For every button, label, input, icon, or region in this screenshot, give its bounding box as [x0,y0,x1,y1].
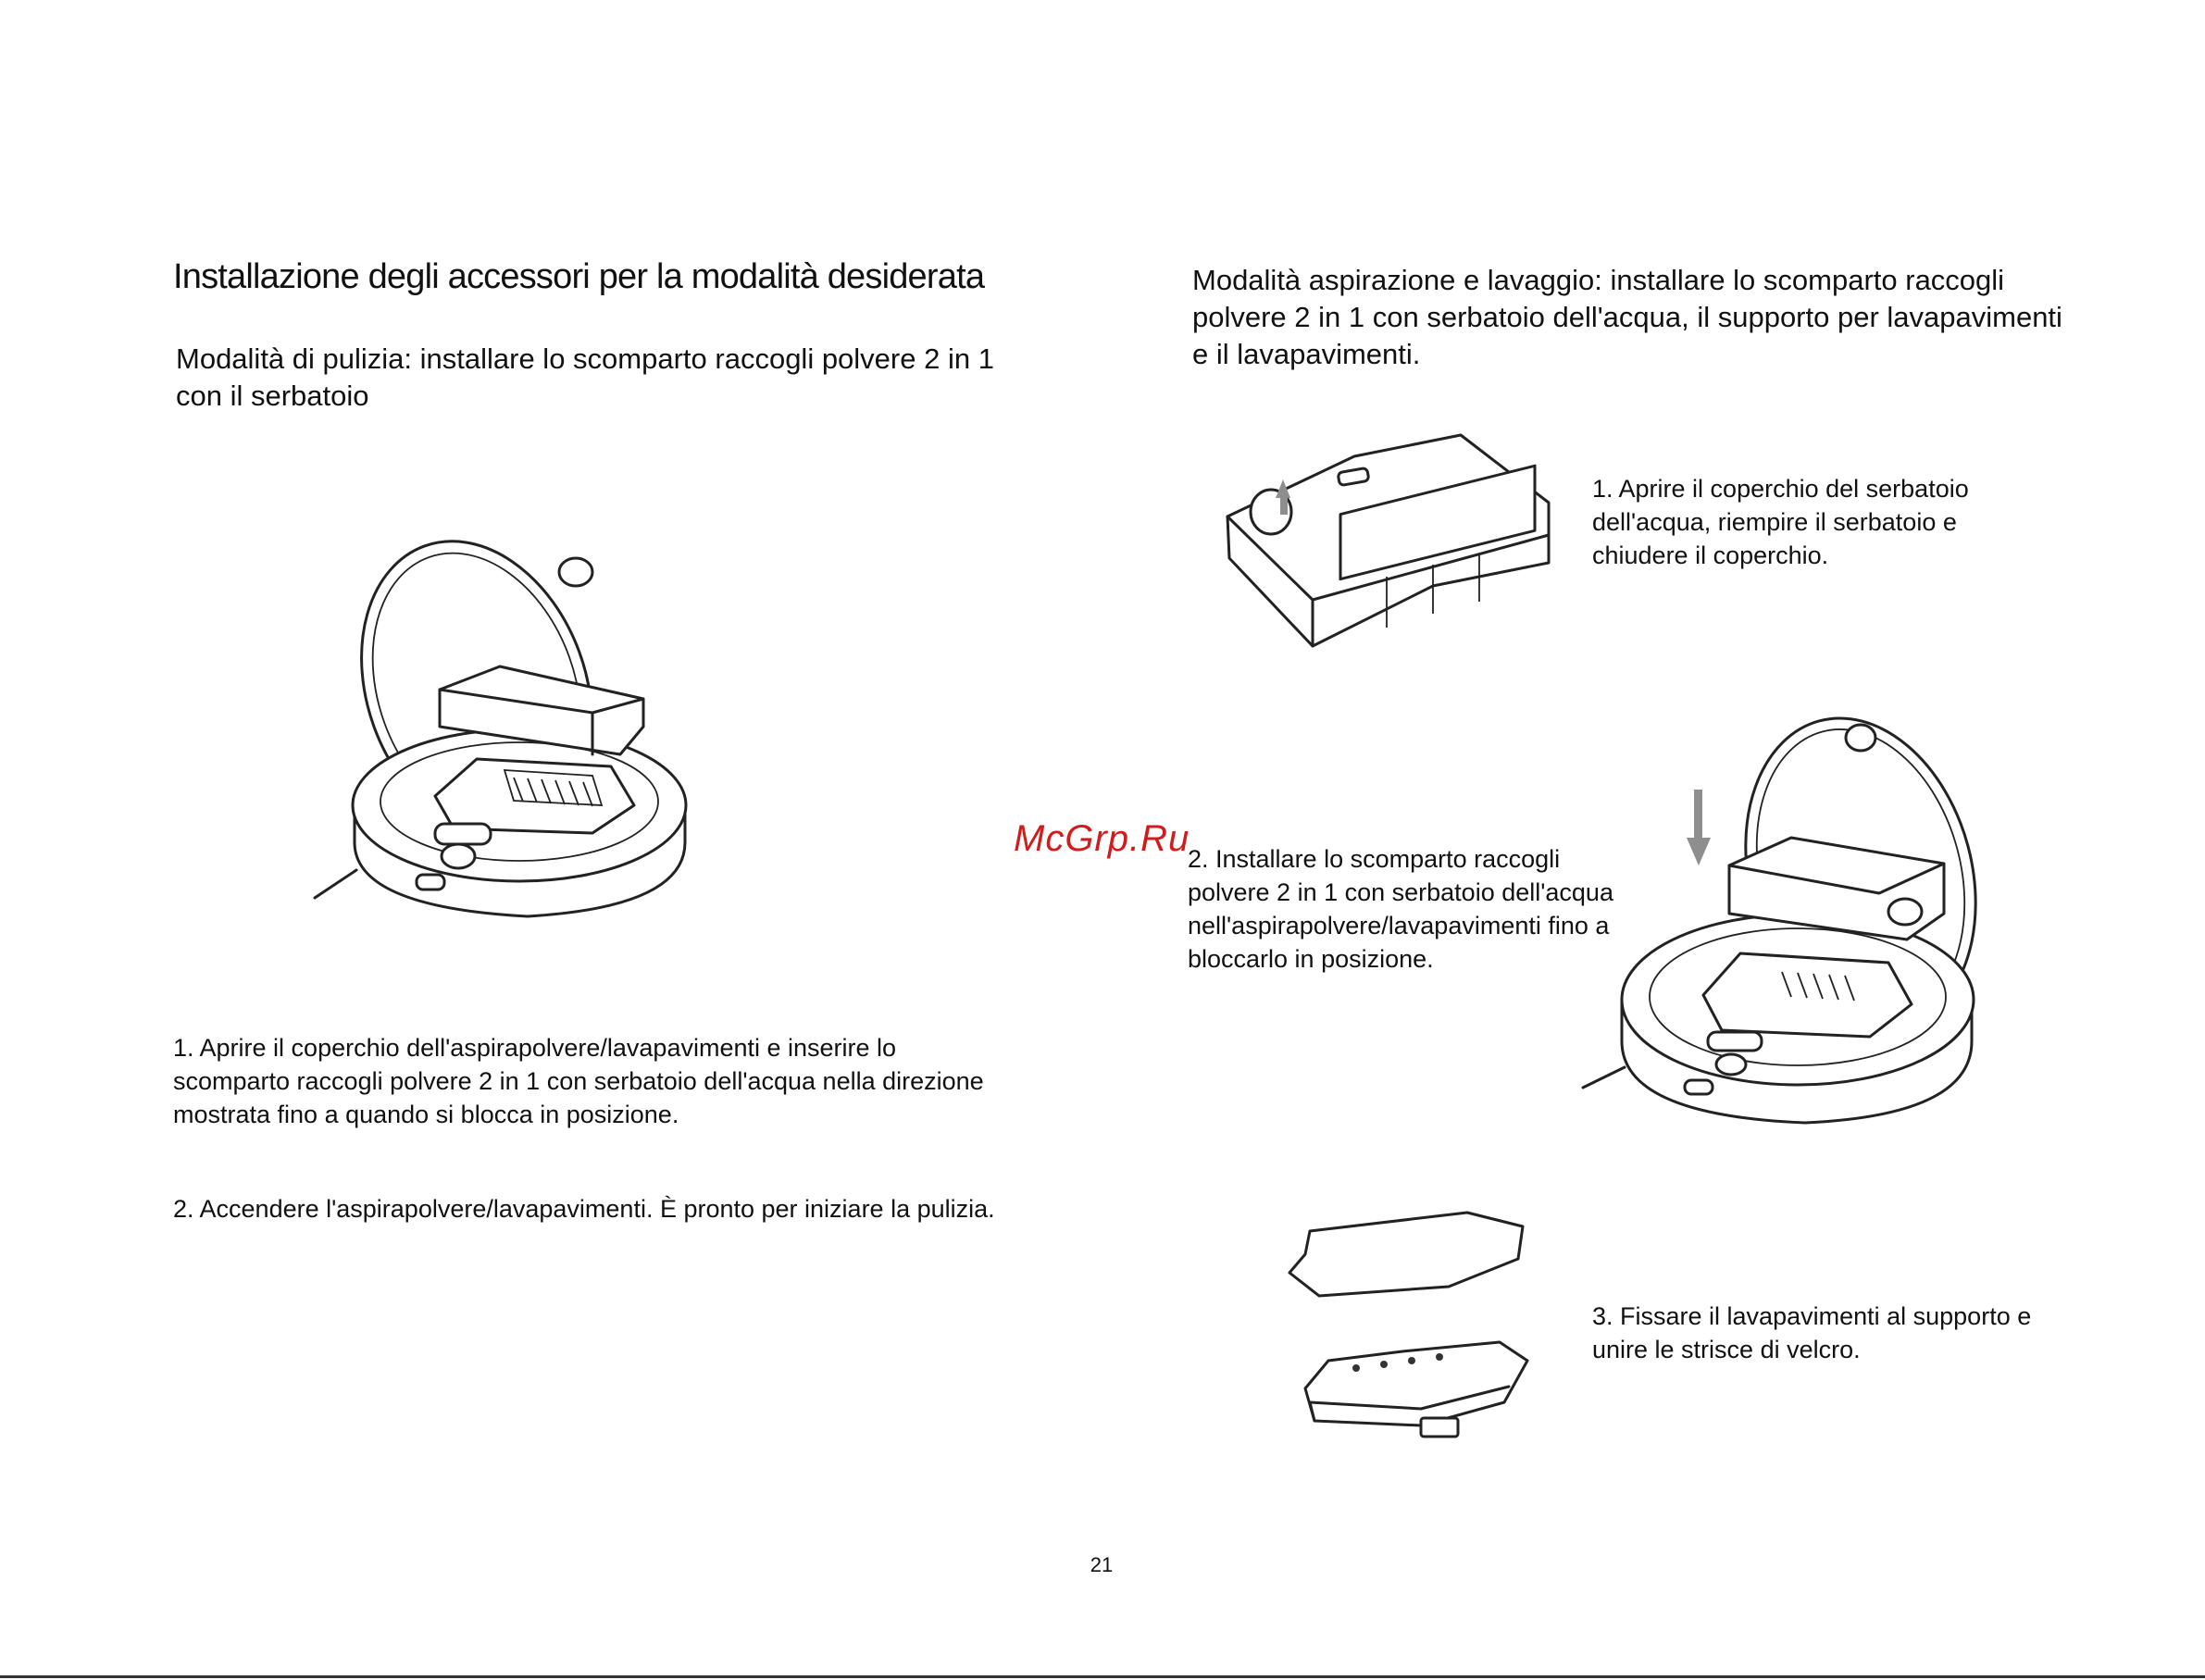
cleaning-step-2: 2. Accendere l'aspirapolvere/lavapavimenti. È pronto per iniziare la pulizia. [173,1195,995,1223]
robot-tank-insert-illustration [1583,699,2009,1125]
water-tank-illustration [1220,424,1563,683]
bottom-rule [0,1675,2205,1678]
mop-step-1: 1. Aprire il coperchio del serbatoio dell'acqua, riempire il serbatoio e chiudere il coperchio. [1592,475,1969,569]
cleaning-mode-heading: Modalità di pulizia: installare lo scomparto raccogli polvere 2 in 1 con il serbatoio [176,342,994,412]
vacuum-mop-mode-heading: Modalità aspirazione e lavaggio: installare lo scomparto raccogli polvere 2 in 1 con serbatoio dell'acqua, il supporto per lavapavimenti e il lavapavimenti. [1192,264,2062,370]
mop-step-2: 2. Installare lo scomparto raccogli polvere 2 in 1 con serbatoio dell'acqua nell'aspirapolvere/lavapavimenti fino a bloccarlo in posizione. [1188,845,1613,973]
page-number: 21 [1090,1553,1114,1576]
mop-pad-illustration [1282,1203,1541,1453]
page-title: Installazione degli accessori per la modalità desiderata [173,257,985,296]
robot-open-lid-illustration [315,528,741,935]
cleaning-step-1: 1. Aprire il coperchio dell'aspirapolvere/lavapavimenti e inserire lo scomparto raccogli polvere 2 in 1 con serbatoio dell'acqua nella direzione mostrata fino a quando si blocca in posizione. [173,1034,984,1128]
watermark: McGrp.Ru [1014,818,1190,859]
mop-step-3: 3. Fissare il lavapavimenti al supporto e unire le strisce di velcro. [1592,1302,2032,1363]
